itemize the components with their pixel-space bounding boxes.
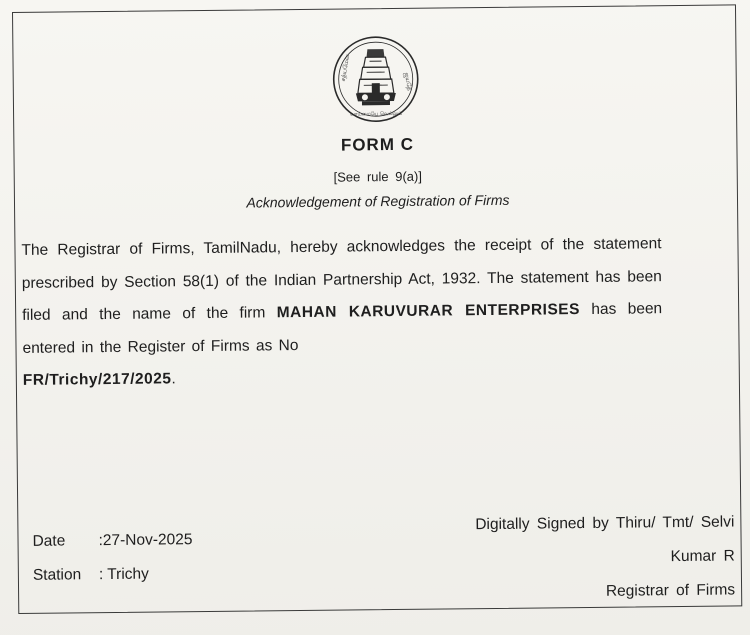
registration-number: FR/Trichy/217/2025: [22, 370, 172, 389]
digital-signature-line: Digitally Signed by Thiru/ Tmt/ Selvi: [475, 513, 735, 534]
rule-reference: [See rule 9(a)]: [333, 168, 423, 185]
acknowledgement-paragraph: [21, 228, 663, 397]
paragraph-text-2: has been entered in the Register of Firms as No: [22, 300, 663, 357]
emblem-left-text: சத்யமேவ: [339, 53, 352, 82]
date-value: :27-Nov-2025: [98, 531, 193, 550]
emblem-right-text: ஜயதே: [402, 71, 413, 92]
tamilnadu-emblem-icon: [331, 35, 420, 124]
document-subtitle: Acknowledgement of Registration of Firms: [246, 191, 510, 211]
signer-name: Kumar R: [670, 547, 735, 566]
firm-name: MAHAN KARUVURAR ENTERPRISES: [276, 301, 581, 322]
station-label: Station: [32, 566, 82, 584]
date-row: [32, 531, 192, 551]
form-title: FORM C: [340, 134, 415, 155]
document-border: [12, 4, 742, 614]
emblem-bottom-text: வாய்மையே வெல்லும்: [350, 110, 403, 118]
paragraph-text-3: .: [171, 370, 176, 388]
signer-title: Registrar of Firms: [605, 581, 736, 600]
paragraph-text-1: The Registrar of Firms, TamilNadu, hereby acknowledges the receipt of the statement prescribed by Section 58(1) of the Indian Partnership Act, 1932. The statement has been filed and the name of the firm: [21, 235, 662, 324]
station-row: [33, 566, 149, 585]
date-label: Date: [32, 532, 66, 550]
station-value: : Trichy: [98, 565, 149, 584]
